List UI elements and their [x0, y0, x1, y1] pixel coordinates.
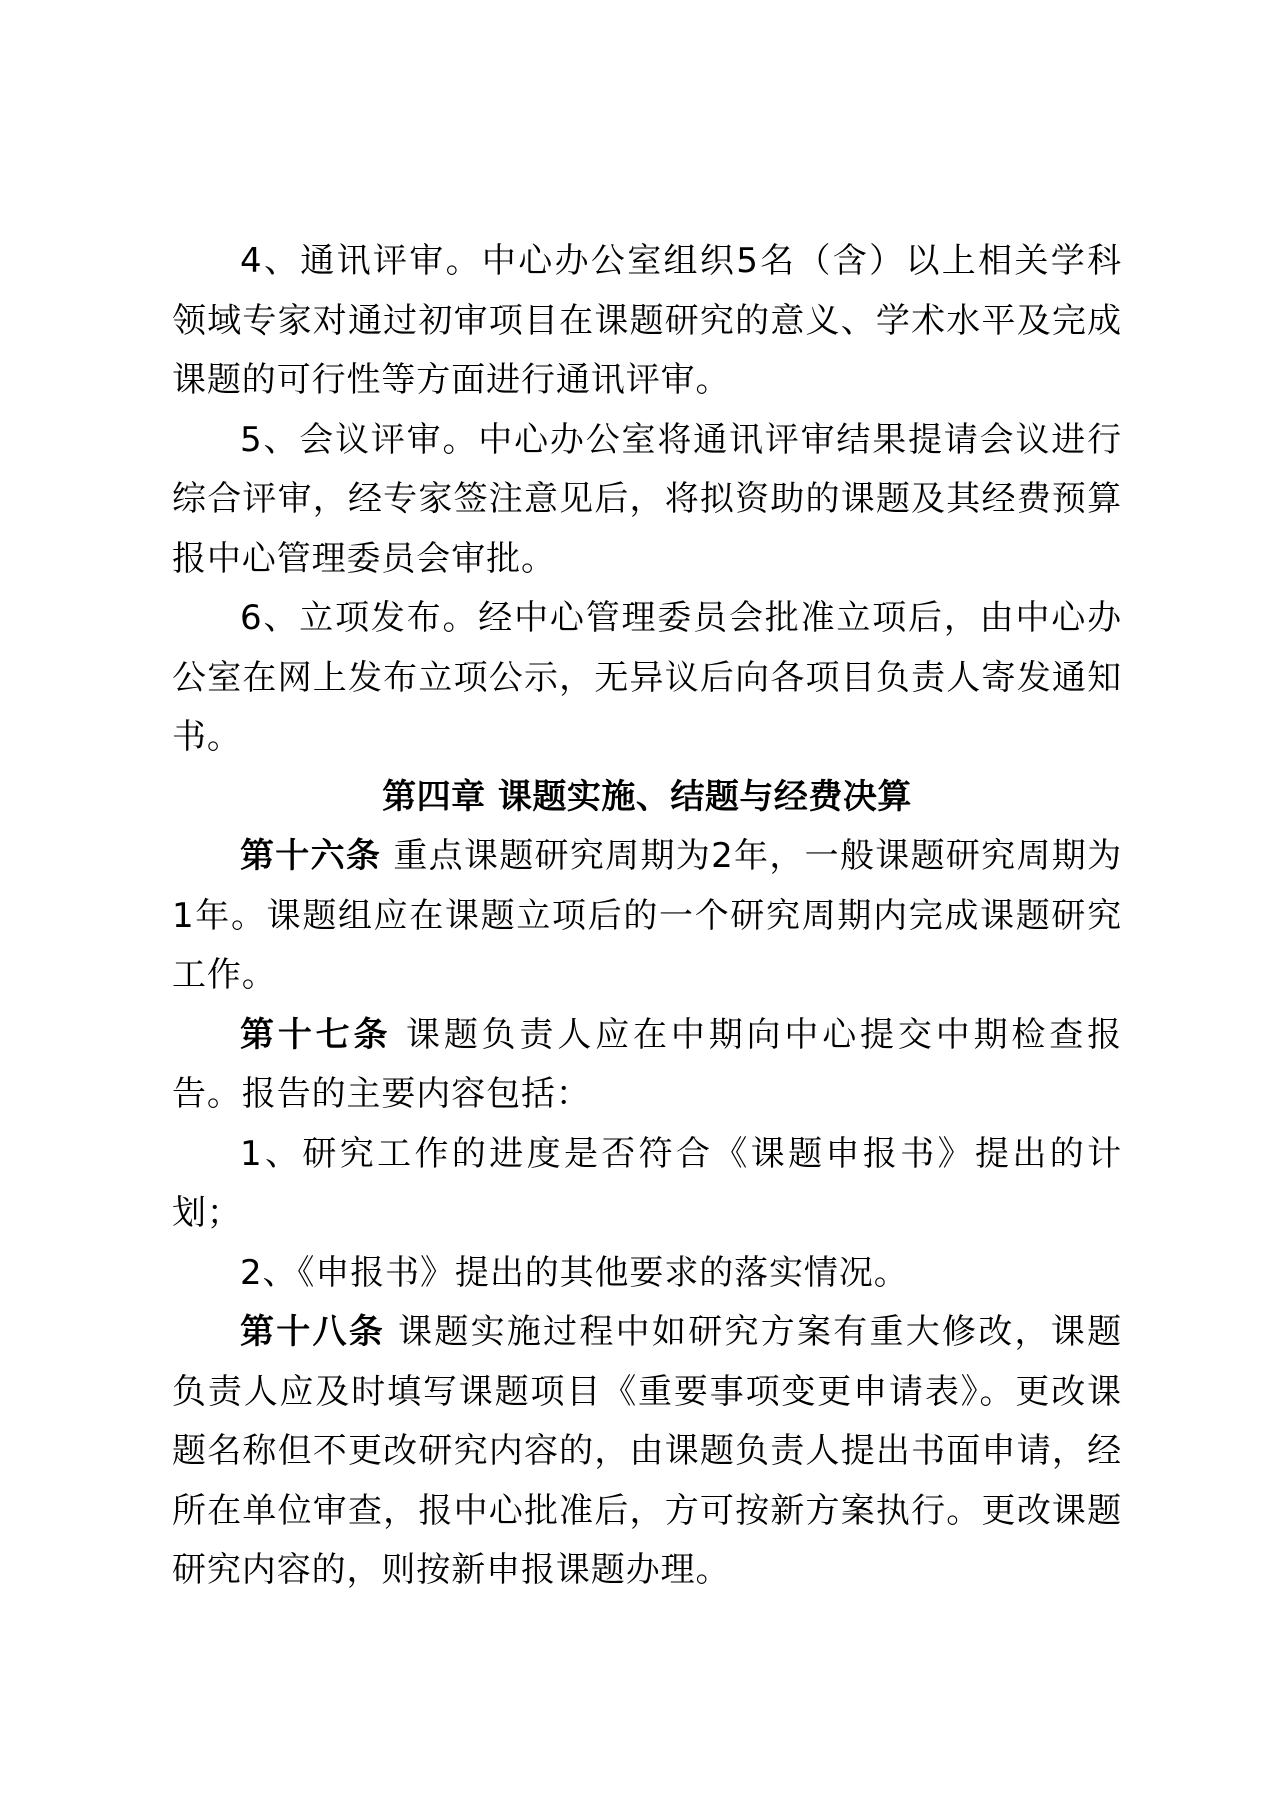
paragraph-project-announcement: 6、立项发布。经中心管理委员会批准立项后，由中心办公室在网上发布立项公示，无异议后向各项目负责人寄发通知书。 — [172, 598, 1122, 757]
article-16-text: 重点课题研究周期为2年，一般课题研究周期为1年。课题组应在课题立项后的一个研究周期内完成课题研究工作。 — [172, 836, 1122, 995]
article-18-text: 课题实施过程中如研究方案有重大修改，课题负责人应及时填写课题项目《重要事项变更申请表》。更改课题名称但不更改研究内容的，由课题负责人提出书面申请，经所在单位审查，报中心批准后，方可按新方案执行。更改课题研究内容的，则按新申报课题办理。 — [172, 1312, 1122, 1590]
list-item: 1、研究工作的进度是否符合《课题申报书》提出的计划； — [172, 1133, 1122, 1233]
article-16 — [172, 827, 1122, 1006]
article-17 — [172, 1006, 1122, 1125]
article-17-text: 课题负责人应在中期向中心提交中期检查报告。报告的主要内容包括： — [172, 1014, 1122, 1114]
document-body — [172, 232, 1122, 1601]
article-18-label: 第十八条 — [240, 1312, 386, 1352]
paragraph-correspondence-review: 4、通讯评审。中心办公室组织5名（含）以上相关学科领域专家对通过初审项目在课题研究的意义、学术水平及完成课题的可行性等方面进行通讯评审。 — [172, 241, 1122, 400]
article-18 — [172, 1303, 1122, 1601]
article-16-label: 第十六条 — [240, 836, 382, 876]
list-item: 2、《申报书》提出的其他要求的落实情况。 — [240, 1252, 909, 1293]
chapter-heading: 第四章 课题实施、结题与经费决算 — [382, 776, 912, 817]
paragraph-meeting-review: 5、会议评审。中心办公室将通讯评审结果提请会议进行综合评审，经专家签注意见后，将拟资助的课题及其经费预算报中心管理委员会审批。 — [172, 419, 1122, 579]
article-17-label: 第十七条 — [240, 1014, 392, 1055]
